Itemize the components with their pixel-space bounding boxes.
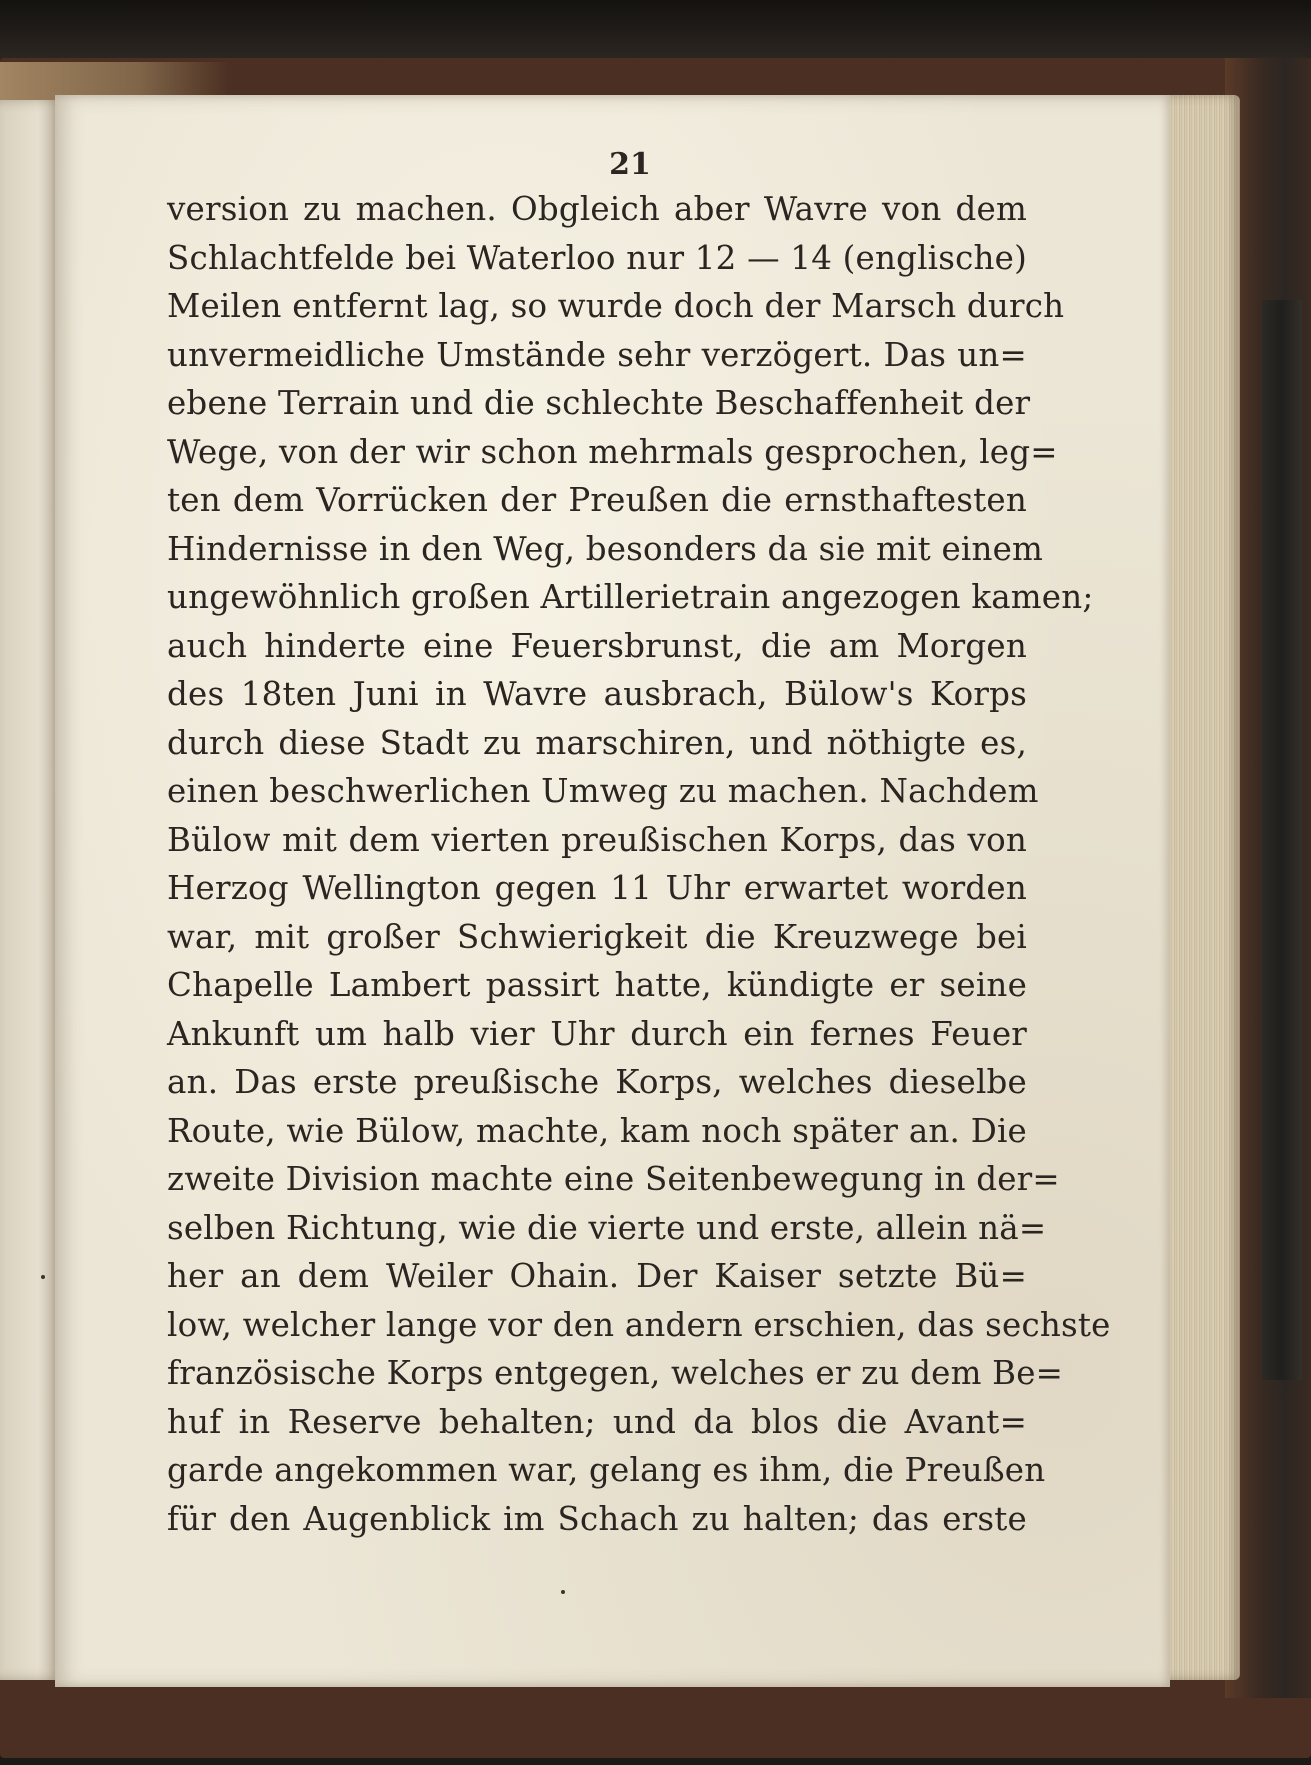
text-line: auch hinderte eine Feuersbrunst, die am Morgen (167, 626, 1027, 665)
text-line: für den Augenblick im Schach zu halten; das erste (167, 1499, 1027, 1538)
text-line: durch diese Stadt zu marschiren, und nöthigte es, (167, 723, 1027, 762)
text-line: Wege, von der wir schon mehrmals gesprochen, leg= (167, 432, 1058, 471)
text-line: Herzog Wellington gegen 11 Uhr erwartet worden (167, 869, 1027, 907)
text-line: Chapelle Lambert passirt hatte, kündigte er seine (167, 966, 1027, 1004)
text-line: Meilen entfernt lag, so wurde doch der Marsch durch (167, 287, 1065, 325)
text-line: her an dem Weiler Ohain. Der Kaiser setzte Bü= (167, 1257, 1027, 1295)
paper-speck (561, 1590, 565, 1594)
book-page (55, 95, 1170, 1687)
text-line: ungewöhnlich großen Artillerietrain angezogen kamen; (167, 578, 1094, 616)
text-line: unvermeidliche Umstände sehr verzögert. Das un= (167, 335, 1027, 374)
page-body-text (167, 185, 1111, 1543)
text-line: huf in Reserve behalten; und da blos die Avant= (167, 1402, 1027, 1441)
text-line: low, welcher lange vor den andern erschien, das sechste (167, 1305, 1111, 1344)
text-line: garde angekommen war, gelang es ihm, die Preußen (167, 1451, 1046, 1489)
text-line: des 18ten Juni in Wavre ausbrach, Bülow's Korps (167, 675, 1027, 713)
page-stack-edges (1160, 95, 1240, 1680)
facing-page-edge (0, 100, 62, 1680)
text-line: selben Richtung, wie die vierte und erste, allein nä= (167, 1208, 1047, 1247)
page-number: 21 (609, 147, 651, 182)
text-line: Route, wie Bülow, machte, kam noch später an. Die (167, 1111, 1027, 1150)
text-line: französische Korps entgegen, welches er zu dem Be= (167, 1354, 1064, 1392)
text-line: ebene Terrain und die schlechte Beschaffenheit der (167, 384, 1031, 422)
text-line: Schlachtfelde bei Waterloo nur 12 — 14 (englische) (167, 238, 1027, 277)
text-line: version zu machen. Obgleich aber Wavre von dem (167, 190, 1027, 228)
text-line: ten dem Vorrücken der Preußen die ernsthaftesten (167, 481, 1027, 519)
cover-marbling (1262, 300, 1302, 1380)
text-line: zweite Division machte eine Seitenbewegung in der= (167, 1160, 1060, 1198)
text-line: Ankunft um halb vier Uhr durch ein fernes Feuer (167, 1014, 1027, 1053)
text-line: Bülow mit dem vierten preußischen Korps, das von (167, 820, 1027, 859)
text-line: an. Das erste preußische Korps, welches dieselbe (167, 1063, 1027, 1101)
text-line: war, mit großer Schwierigkeit die Kreuzwege bei (167, 917, 1027, 956)
paper-speck (41, 1275, 45, 1279)
text-line: Hindernisse in den Weg, besonders da sie mit einem (167, 529, 1044, 568)
text-line: einen beschwerlichen Umweg zu machen. Nachdem (167, 772, 1039, 810)
